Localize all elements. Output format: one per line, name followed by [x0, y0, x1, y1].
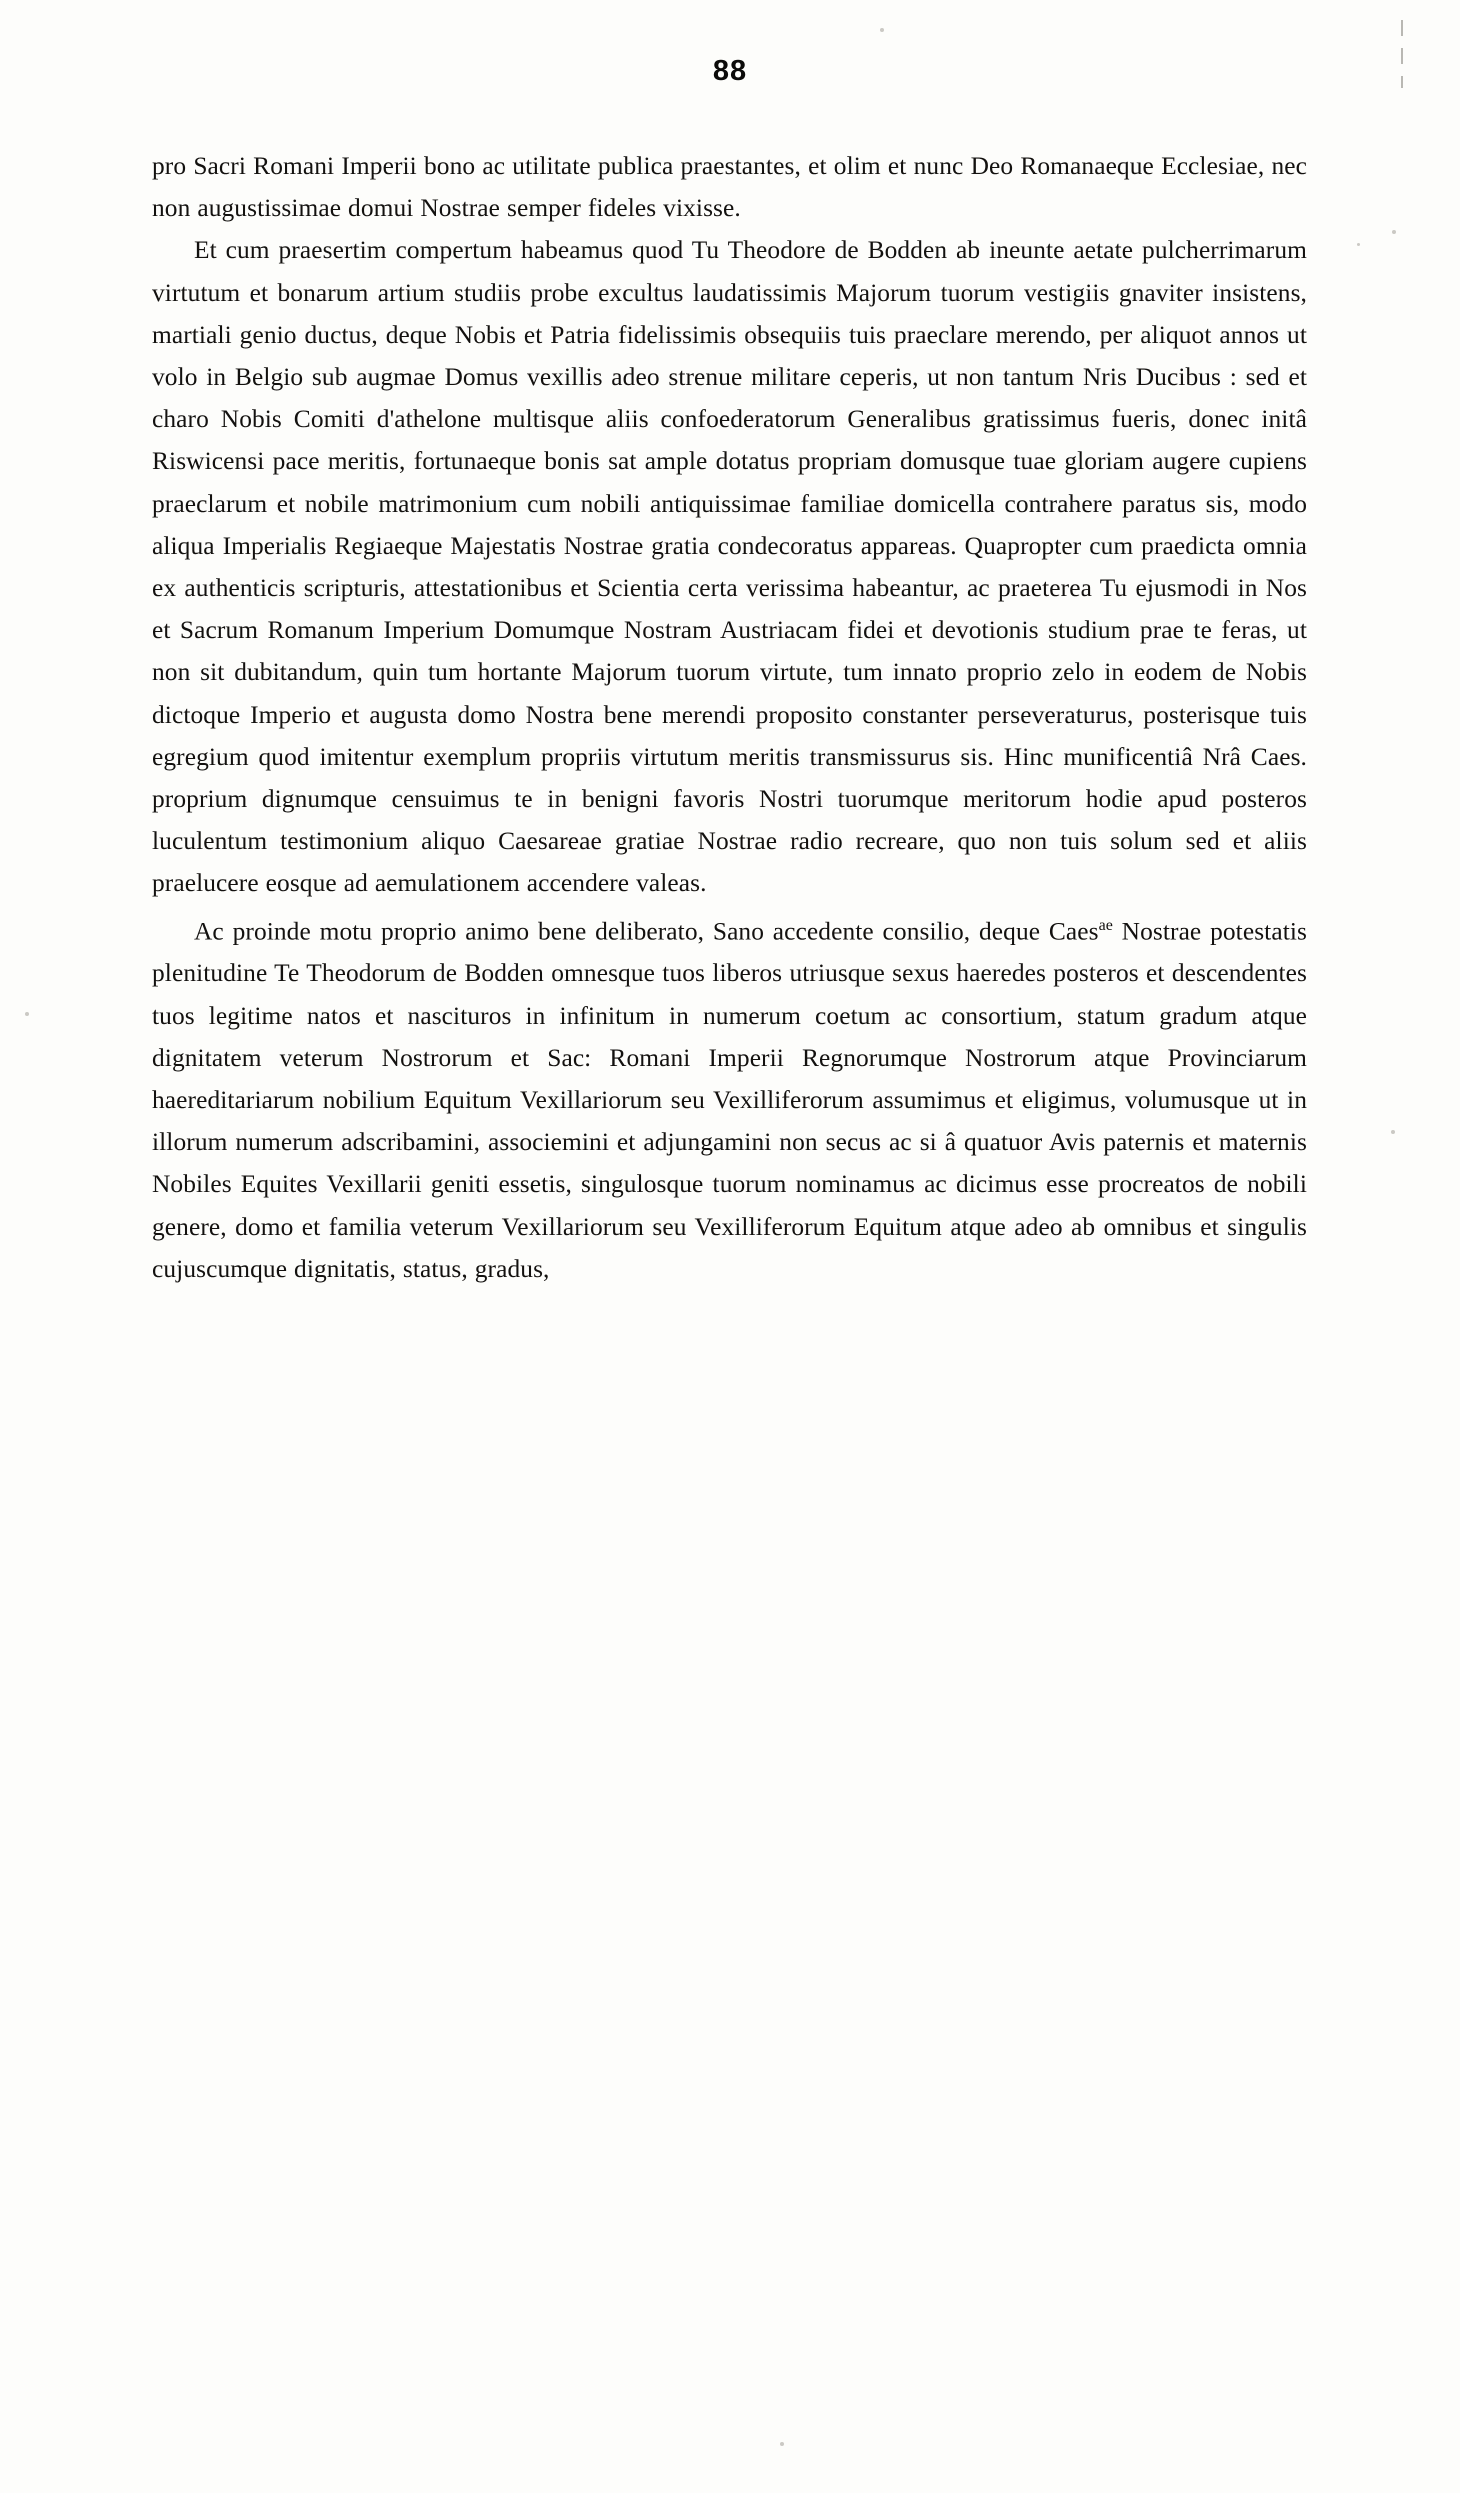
paragraph: pro Sacri Romani Imperii bono ac utilitate publica praestantes, et olim et nunc Deo Romanaeque Ecclesiae, nec non augustissimae domui Nostrae semper fideles vixisse.: [152, 152, 1307, 223]
scan-speck: [1357, 243, 1360, 246]
scan-speck: [1391, 1130, 1395, 1134]
scan-speck: [1392, 230, 1396, 234]
page-text-body: [152, 145, 1307, 1290]
scan-margin-dash: [1401, 76, 1403, 88]
paragraph-final: [152, 905, 1307, 1290]
scan-margin-dash: [1401, 20, 1403, 36]
paragraph-tail-text: Nostrae potestatis plenitudine Te Theodorum de Bodden omnesque tuos liberos utriusque sexus haeredes posteros et descendentes tuos legitime natos et nascituros in infinitum in numerum coetum ac consortium, statum gradum atque dignitatem veterum Nostrorum et Sac: Romani Imperii Regnorumque Nostrorum atque Provinciarum haereditariarum nobilium Equitum Vexillariorum seu Vexilliferorum assumimus et eligimus, volumusque ut in illorum numerum adscribamini, associemini et adjungamini non secus ac si â quatuor Avis paternis et maternis Nobiles Equites Vexillarii geniti essetis, singulosque tuorum nominamus ac dicimus esse procreatos de nobili genere, domo et familia veterum Vexillariorum seu Vexilliferorum Equitum atque adeo ab omnibus et singulis cujuscumque dignitatis, status, gradus,: [152, 917, 1307, 1283]
paragraph-lead-text: Ac proinde motu proprio animo bene deliberato, Sano accedente consilio, deque Caes: [194, 917, 1099, 946]
scan-speck: [25, 1012, 29, 1016]
scan-speck: [780, 2442, 784, 2446]
page-number: 88: [712, 55, 748, 87]
paragraph: Et cum praesertim compertum habeamus quod Tu Theodore de Bodden ab ineunte aetate pulcherrimarum virtutum et bonarum artium studiis probe excultus laudatissimis Majorum tuorum vestigiis gnaviter insistens, martiali genio ductus, deque Nobis et Patria fidelissimis obsequiis tuis praeclare merendo, per aliquot annos ut volo in Belgio sub augmae Domus vexillis adeo strenue militare ceperis, ut non tantum Nris Ducibus : sed et charo Nobis Comiti d'athelone multisque aliis confoederatorum Generalibus gratissimus fueris, donec initâ Riswicensi pace meritis, fortunaeque bonis sat ample dotatus propriam domusque tuae gloriam augere cupiens praeclarum et nobile matrimonium cum nobili antiquissimae familiae domicella contrahere paratus sis, modo aliqua Imperialis Regiaeque Majestatis Nostrae gratia condecoratus appareas. Quapropter cum praedicta omnia ex authenticis scripturis, attestationibus et Scientia certa verissima habeantur, ac praeterea Tu ejusmodi in Nos et Sacrum Romanum Imperium Domumque Nostram Austriacam fidei et devotionis studium prae te feras, ut non sit dubitandum, quin tum hortante Majorum tuorum virtute, tum innato proprio zelo in eodem de Nobis dictoque Imperio et augusta domo Nostra bene merendi proposito constanter perseveraturus, posterisque tuis egregium quod imitentur exemplum propriis virtutum meritis transmissurus sis. Hinc munificentiâ Nrâ Caes. proprium dignumque censuimus te in benigni favoris Nostri tuorumque meritorum hodie apud posteros luculentum testimonium aliquo Caesareae gratiae Nostrae radio recreare, quo non tuis solum sed et aliis praelucere eosque ad aemulationem accendere valeas.: [152, 236, 1307, 898]
superscript-abbreviation: ae: [1098, 916, 1113, 934]
scan-margin-dash: [1401, 48, 1403, 64]
scan-speck: [880, 28, 884, 32]
